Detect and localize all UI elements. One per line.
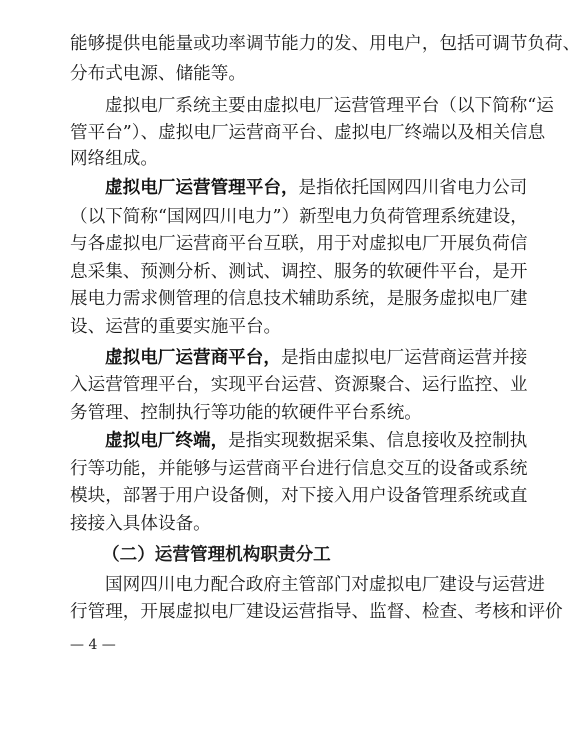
text-line: （以下简称“国网四川电力”）新型电力负荷管理系统建设，	[70, 207, 528, 227]
text-line: 接接入具体设备。	[70, 514, 211, 534]
text-line: 模块，部署于用户设备侧，对下接入用户设备管理系统或直	[70, 486, 528, 506]
paragraph-first-line	[70, 173, 528, 203]
page-number: — 4 —	[70, 637, 116, 653]
text-line: 网络组成。	[70, 149, 158, 169]
paragraph-first-line	[70, 343, 528, 373]
term-operator-platform: 虚拟电厂运营商平台，	[105, 347, 281, 368]
text-line: 能够提供电能量或功率调节能力的发、用电户，包括可调节负荷、	[70, 34, 581, 54]
text-line: 入运营管理平台，实现平台运营、资源聚合、运行监控、业	[70, 375, 528, 395]
paragraph-first-line	[70, 426, 528, 456]
term-terminal: 虚拟电厂终端，	[105, 430, 229, 451]
text-line: 分布式电源、储能等。	[70, 64, 246, 84]
text-line: 展电力需求侧管理的信息技术辅助系统，是服务虚拟电厂建	[70, 289, 528, 309]
text-line: 与各虚拟电厂运营商平台互联，用于对虚拟电厂开展负荷信	[70, 234, 528, 254]
text-line: 行管理，开展虚拟电厂建设运营指导、监督、检查、考核和评价	[70, 602, 563, 622]
text-line: 国网四川电力配合政府主管部门对虚拟电厂建设与运营进	[105, 575, 545, 595]
paragraph-text: 是指由虚拟电厂运营商运营并接	[280, 348, 528, 368]
text-line: 虚拟电厂系统主要由虚拟电厂运营管理平台（以下简称“运	[105, 96, 554, 116]
text-line: 行等功能，并能够与运营商平台进行信息交互的设备或系统	[70, 459, 528, 479]
text-line: 息采集、预测分析、测试、调控、服务的软硬件平台，是开	[70, 262, 528, 282]
text-line: 设、运营的重要实施平台。	[70, 317, 282, 337]
paragraph-text: 是指实现数据采集、信息接收及控制执	[228, 431, 528, 451]
paragraph-text: 是指依托国网四川省电力公司	[298, 178, 528, 198]
text-line: 务管理、控制执行等功能的软硬件平台系统。	[70, 403, 422, 423]
text-line: 管平台”）、虚拟电厂运营商平台、虚拟电厂终端以及相关信息	[70, 123, 546, 143]
section-heading: （二）运营管理机构职责分工	[102, 544, 331, 565]
term-ops-platform: 虚拟电厂运营管理平台，	[105, 177, 299, 198]
